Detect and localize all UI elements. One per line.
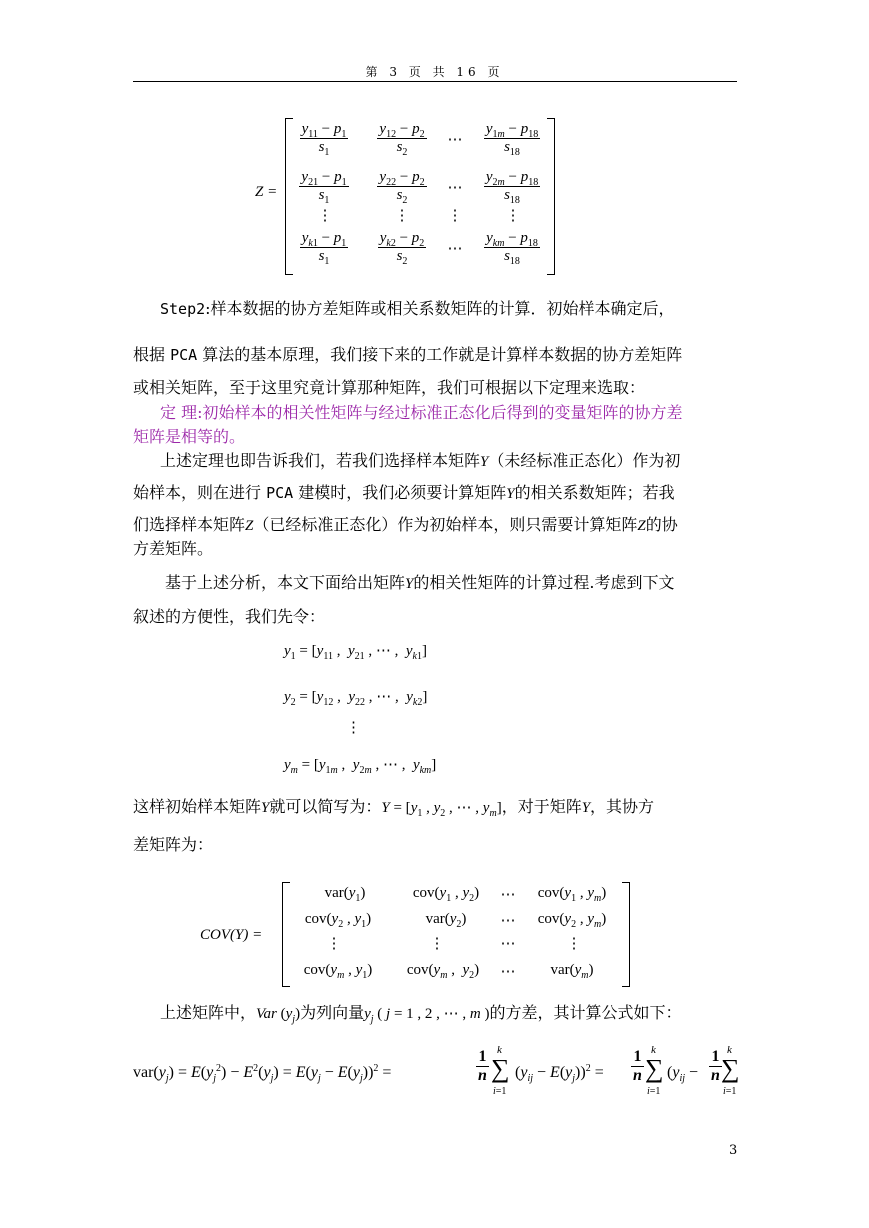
p5-b: （未经标准正态化）作为初: [488, 451, 681, 470]
p7-a: 们选择样本矩阵: [133, 515, 246, 534]
step2-label: Step2: [160, 300, 206, 318]
paragraph-line-7: [133, 514, 737, 537]
symbol-y: Y: [581, 800, 591, 816]
symbol-y: Y: [480, 454, 489, 470]
paragraph-line-13: [160, 1002, 737, 1025]
p11-c: ，对于矩阵: [501, 797, 582, 816]
vector-y2: $y_2 = [y_{12}$ , $y_{22}$ , ⋯ , $y_{k2}$]: [284, 689, 428, 708]
paragraph-line-5: [160, 450, 737, 473]
p2-b: 算法的基本原理，我们接下来的工作就是计算样本数据的协方差矩阵: [197, 345, 683, 364]
bracket-left: [285, 118, 293, 275]
cov-cell-12: $cov(y_1$ , $y_2$): [412, 885, 480, 904]
cov-matrix: [200, 882, 640, 988]
bracket-right: [622, 882, 630, 987]
z-cell-12: $\frac{y_{12} - p_2}{s_2}$: [379, 121, 425, 158]
p6-a: 始样本，则在进行: [133, 483, 267, 502]
z-ellipsis-3: ⋯: [447, 241, 463, 257]
header-rule: [133, 81, 737, 82]
p11-b: 就可以简写为：: [269, 797, 382, 816]
cov-cell-22: $var(y_2)$: [425, 911, 467, 930]
theorem-text-1: :初始样本的相关性矩阵与经过标准正态化后得到的变量矩阵的协方差: [197, 403, 683, 422]
cov-cell-mm: $var(y_m)$: [550, 962, 594, 981]
cov-vdots: ⋮: [326, 936, 342, 952]
bracket-right: [547, 118, 555, 275]
paragraph-line-11: [133, 796, 737, 819]
p9-b: 的相关性矩阵的计算过程.考虑到下文: [413, 573, 675, 592]
z-ellipsis-1: ⋯: [447, 132, 463, 148]
y-equation: $Y = [y_1$ , $y_2$ , ⋯ , $y_m$]: [381, 800, 502, 819]
cov-vdots: ⋮: [429, 936, 445, 952]
p11-a: 这样初始样本矩阵: [133, 797, 262, 816]
vector-y1: $y_1 = [y_{11}$ , $y_{21}$ , ⋯ , $y_{k1}$]: [284, 643, 427, 662]
z-ellipsis-2: ⋯: [447, 180, 463, 196]
p5-a: 上述定理也即告诉我们，若我们选择样本矩阵: [160, 451, 481, 470]
p13-a: 上述矩阵中，: [160, 1003, 257, 1022]
z-vdots-1: ⋮: [317, 208, 333, 224]
symbol-y: Y: [405, 576, 414, 592]
p13-c: 的方差，其计算公式如下：: [489, 1003, 682, 1022]
yj-range: $y_j$ ( j = 1 , 2 , ⋯ , m ): [364, 1006, 490, 1025]
z-cell-22: $\frac{y_{22} - p_2}{s_2}$: [379, 169, 425, 206]
paragraph-line-9: [165, 572, 737, 595]
p6-b: 建模时，我们必须要计算矩阵: [293, 483, 507, 502]
variance-formula: $var(y_j) = E(y_j^2) - E^2(y_j) = E(y_j - E(y_j))^2$ = $\frac{1}{n}$ k ∑ i=1 $(y_{ij} - E(y_j))^2$ = $\frac{1}{n}$ k ∑ i=1 ($y_{ij}$ − $\frac{1}{n}$ k ∑ i=1: [133, 1044, 740, 1097]
cov-ellipsis: ⋯: [500, 913, 516, 929]
cov-cell-m1: $cov(y_m$ , $y_1$): [303, 962, 373, 981]
var-yj: Var $(y_j)$: [256, 1006, 301, 1025]
cov-cell-11: $var(y_1)$: [324, 885, 366, 904]
z-cell-21: $\frac{y_{21} - p_1}{s_1}$: [301, 169, 347, 206]
p7-c: 的协: [645, 515, 678, 534]
cov-ellipsis: ⋯: [500, 887, 516, 903]
z-cell-k2: $\frac{y_{k2} - p_2}{s_2}$: [379, 230, 425, 267]
paragraph-line-3: 或相关矩阵，至于这里究竟计算那种矩阵，我们可根据以下定理来选取：: [133, 378, 646, 397]
p11-d: ，其协方: [590, 797, 655, 816]
vector-vdots: ⋮: [346, 720, 361, 736]
cov-ellipsis: ⋯: [500, 936, 516, 952]
p2-pca: PCA: [170, 346, 198, 364]
z-cell-11: $\frac{y_{11} - p_1}{s_1}$: [301, 121, 347, 158]
p9-a: 基于上述分析，本文下面给出矩阵: [165, 573, 406, 592]
z-cell-2m: $\frac{y_{2m} - p_{18}}{s_{18}}$: [485, 169, 539, 206]
matrix-z: [255, 118, 565, 276]
page-number: 3: [729, 1143, 738, 1158]
cov-vdots: ⋮: [566, 936, 582, 952]
z-cell-k1: $\frac{y_{k1} - p_1}{s_1}$: [301, 230, 347, 267]
matrix-z-lhs: Z =: [255, 184, 278, 200]
cov-cell-2m: $cov(y_2$ , $y_m$): [537, 911, 607, 930]
symbol-z: Z: [637, 518, 646, 534]
paragraph-line-8: 方差矩阵。: [133, 539, 214, 558]
paragraph-line-10: 叙述的方便性，我们先令：: [133, 607, 326, 626]
paragraph-line-12: 差矩阵为：: [133, 835, 214, 854]
p6-c: 的相关系数矩阵；若我: [514, 483, 675, 502]
z-vdots-3: ⋮: [447, 208, 463, 224]
cov-lhs: COV(Y) =: [200, 927, 263, 943]
p7-b: （已经标准正态化）作为初始样本，则只需要计算矩阵: [253, 515, 638, 534]
z-vdots-4: ⋮: [505, 208, 521, 224]
theorem-line-1: [160, 402, 737, 424]
paragraph-line-2: [133, 344, 737, 366]
symbol-y: Y: [261, 800, 270, 816]
p2-a: 根据: [133, 345, 171, 364]
step2-text: :样本数据的协方差矩阵或相关系数矩阵的计算．初始样本确定后，: [205, 299, 675, 318]
theorem-label: 定 理: [160, 403, 198, 422]
cov-cell-m2: $cov(y_m$ , $y_2$): [406, 962, 480, 981]
page-header: 第 3 页 共 16 页: [365, 65, 504, 79]
z-vdots-2: ⋮: [394, 208, 410, 224]
vector-ym: $y_m = [y_{1m}$ , $y_{2m}$ , ⋯ , $y_{km}$]: [284, 757, 437, 776]
p13-b: 为列向量: [300, 1003, 365, 1022]
symbol-z: Z: [245, 518, 254, 534]
z-cell-1m: $\frac{y_{1m} - p_{18}}{s_{18}}$: [485, 121, 539, 158]
cov-cell-21: $cov(y_2$ , $y_1$): [304, 911, 372, 930]
step2-paragraph: [160, 298, 737, 320]
z-cell-km: $\frac{y_{km} - p_{18}}{s_{18}}$: [486, 230, 538, 267]
cov-ellipsis: ⋯: [500, 964, 516, 980]
cov-cell-1m: $cov(y_1$ , $y_m$): [537, 885, 607, 904]
paragraph-line-6: [133, 482, 737, 505]
symbol-y: Y: [506, 486, 515, 502]
theorem-line-2: 矩阵是相等的。: [133, 427, 246, 446]
p6-pca: PCA: [266, 484, 294, 502]
